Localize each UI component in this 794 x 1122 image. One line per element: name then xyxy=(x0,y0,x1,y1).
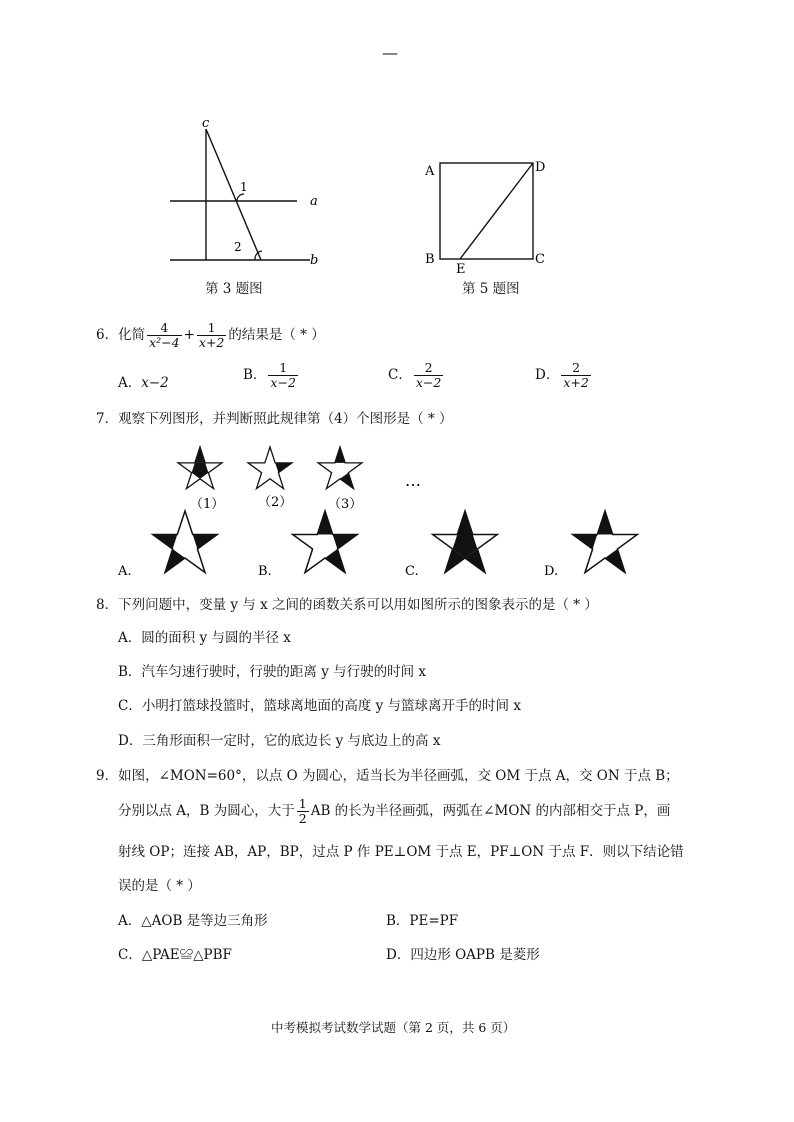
sequence-star-1 xyxy=(178,447,222,489)
q6-option-a: A．x−2 xyxy=(118,375,169,391)
label-angle-2: 2 xyxy=(234,240,242,254)
label-c: c xyxy=(202,116,210,131)
label-D: D xyxy=(535,160,546,175)
question-8-stem: 8．下列问题中，变量 y 与 x 之间的函数关系可以用如图所示的图象表示的是（ * ） xyxy=(96,597,598,613)
fraction-one-half: $\frac{1}{2}$ xyxy=(298,796,307,826)
question-9-line-2: 分别以点 A，B 为圆心，大于 $\frac{1}{2}$ AB 的长为半径画弧，两弧在∠MON 的内部相交于点 P，画 xyxy=(118,796,671,826)
question-9-line-4: 误的是（ * ） xyxy=(118,878,201,894)
question-6-stem: 6．化简 $\frac{4}{\text{x²−4}}$ + $\frac{1}{x+2}$ 的结果是（ * ） xyxy=(96,320,325,350)
option-a-star xyxy=(153,511,218,573)
label-b: b xyxy=(310,253,319,268)
figure-3-caption: 第 3 题图 xyxy=(205,281,263,297)
sequence-star-2 xyxy=(248,447,292,489)
label-angle-1: 1 xyxy=(240,180,248,194)
figure-3 xyxy=(160,115,340,275)
square-abcd xyxy=(440,163,533,259)
q9-option-b: B．PE=PF xyxy=(386,913,459,929)
fraction-4-over-x2-4: $\frac{4}{\text{x²−4}}$ xyxy=(149,320,180,350)
sequence-label-1: （1） xyxy=(190,497,225,512)
q6-option-d: D． $\frac{2}{x+2}$ xyxy=(535,360,589,390)
question-7-options xyxy=(110,500,670,585)
q9-option-a: A．△AOB 是等边三角形 xyxy=(118,913,268,929)
q6-option-b: B． $\frac{1}{x-2}$ xyxy=(243,360,296,390)
figure-5 xyxy=(420,155,560,275)
page-footer: 中考模拟考试数学试题（第 2 页，共 6 页） xyxy=(271,1020,516,1035)
q8-option-c: C．小明打篮球投篮时，篮球离地面的高度 y 与篮球离开手的时间 x xyxy=(118,698,521,714)
angle-1-arc xyxy=(237,194,244,201)
q9-option-c: C．△PAE≌△PBF xyxy=(118,947,232,963)
fraction-1-over-x-2: $\frac{1}{x+2}$ xyxy=(198,320,225,350)
label-a: a xyxy=(310,194,318,209)
figure-5-caption: 第 5 题图 xyxy=(462,281,520,297)
header-mark: — xyxy=(382,43,398,62)
sequence-label-2: （2） xyxy=(258,495,293,510)
option-b-label: B. xyxy=(258,564,272,579)
question-9-line-3: 射线 OP；连接 AB，AP，BP，过点 P 作 PE⊥OM 于点 E，PF⊥ON 于点 F．则以下结论错 xyxy=(118,844,684,860)
question-9-line-1: 9．如图，∠MON=60°，以点 O 为圆心，适当长为半径画弧，交 OM 于点 A，交 ON 于点 B； xyxy=(96,768,679,784)
label-B: B xyxy=(425,252,435,267)
q8-option-d: D．三角形面积一定时，它的底边长 y 与底边上的高 x xyxy=(118,733,441,749)
q8-option-a: A．圆的面积 y 与圆的半径 x xyxy=(118,630,291,646)
option-b-star xyxy=(293,511,358,573)
option-d-star xyxy=(573,511,638,573)
label-C: C xyxy=(535,252,545,267)
option-c-star xyxy=(433,511,498,573)
q6-option-c: C． $\frac{2}{x-2}$ xyxy=(388,360,442,390)
ellipsis: … xyxy=(405,471,421,490)
q8-option-b: B．汽车匀速行驶时，行驶的距离 y 与行驶的时间 x xyxy=(118,664,427,680)
option-a-label: A. xyxy=(118,564,132,579)
sequence-star-3 xyxy=(318,447,362,489)
q9-option-d: D．四边形 OAPB 是菱形 xyxy=(386,947,540,963)
label-E: E xyxy=(456,262,466,275)
label-A: A xyxy=(425,164,435,179)
option-d-label: D. xyxy=(544,564,559,579)
segment-de xyxy=(460,163,533,259)
sequence-label-3: （3） xyxy=(328,497,363,512)
option-c-label: C. xyxy=(405,564,419,579)
question-7-stem: 7．观察下列图形，并判断照此规律第（4）个图形是（ * ） xyxy=(96,411,453,427)
